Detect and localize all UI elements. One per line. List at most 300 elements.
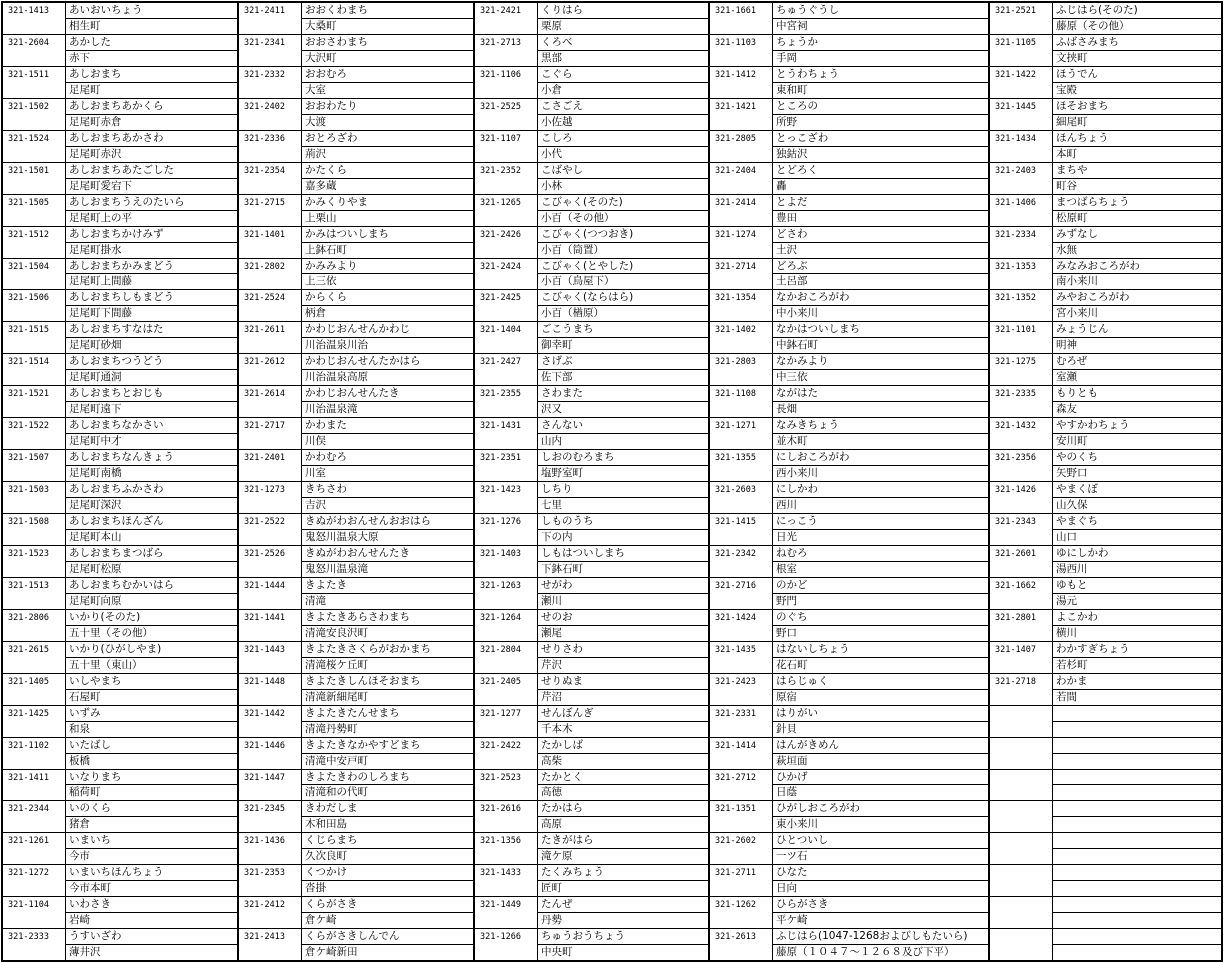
place-reading: きわだしま [302, 801, 473, 817]
place-kanji: 芹沼 [541, 690, 562, 703]
place-reading [1053, 738, 1221, 754]
place-reading: あしおまちかみまどう [66, 259, 237, 275]
place-name-cell [772, 642, 988, 673]
place-name-cell [301, 418, 473, 449]
table-row [475, 450, 708, 482]
place-kanji: 清滝中安戸町 [305, 754, 368, 767]
table-row [710, 642, 988, 674]
postal-code-cell: 321-1353 [995, 261, 1036, 272]
place-kanji: 川治温泉川治 [305, 339, 368, 352]
table-row [239, 227, 473, 259]
place-reading: どろぶ [773, 259, 988, 275]
place-name-cell [537, 386, 708, 417]
place-kanji: 五十里（東山） [69, 658, 143, 671]
place-kanji: 芹沢 [541, 658, 562, 671]
table-row [990, 801, 1221, 833]
place-reading: さげぶ [538, 354, 708, 370]
place-kanji: 板橋 [69, 754, 90, 767]
postal-code-cell: 321-1103 [715, 37, 756, 48]
table-row [475, 35, 708, 67]
postal-code-cell: 321-2718 [995, 676, 1036, 687]
place-kanji: 平ケ崎 [776, 914, 808, 927]
place-reading: おおわたり [302, 99, 473, 115]
table-row [3, 546, 237, 578]
place-reading: いなりまち [66, 770, 237, 786]
place-kanji: 小百（鳥屋下） [541, 275, 615, 288]
postal-code-cell: 321-1515 [8, 325, 49, 336]
postal-code-cell: 321-1101 [995, 325, 1036, 336]
table-row [710, 227, 988, 259]
place-name-cell [772, 578, 988, 609]
place-name-cell [1052, 801, 1221, 832]
postal-code-cell [990, 833, 1052, 864]
postal-code-cell: 321-2351 [480, 453, 521, 464]
place-kanji: 一ツ石 [776, 850, 808, 863]
place-reading: からくら [302, 290, 473, 306]
place-reading: ひらがさき [773, 897, 988, 913]
place-reading: にっこう [773, 514, 988, 530]
place-kanji: 足尾町下間藤 [69, 307, 132, 320]
postal-code-cell: 321-1505 [8, 197, 49, 208]
place-name-cell [772, 3, 988, 34]
table-row [239, 865, 473, 897]
place-name-cell [537, 290, 708, 321]
postal-code-cell: 321-2611 [244, 325, 285, 336]
table-row [3, 674, 237, 706]
postal-code-cell: 321-1436 [244, 836, 285, 847]
place-name-cell [772, 259, 988, 290]
place-reading [1053, 833, 1221, 849]
column-group-2 [237, 3, 473, 960]
place-name-cell [65, 450, 237, 481]
place-name-cell [65, 322, 237, 353]
postal-code-cell [990, 929, 1052, 960]
place-reading: わかま [1053, 674, 1221, 690]
place-reading: いしやまち [66, 674, 237, 690]
postal-code-cell: 321-2425 [480, 293, 521, 304]
place-name-cell [537, 546, 708, 577]
table-row [475, 195, 708, 227]
place-name-cell [1052, 195, 1221, 226]
place-kanji: 足尾町赤沢 [69, 147, 122, 160]
postal-code-cell: 321-2336 [244, 133, 285, 144]
place-name-cell [65, 482, 237, 513]
place-name-cell [65, 418, 237, 449]
postal-code-cell [990, 865, 1052, 896]
postal-code-cell: 321-2332 [244, 69, 285, 80]
place-reading: きよたきたんせまち [302, 706, 473, 722]
place-kanji: 土沢 [776, 243, 797, 256]
table-row [3, 322, 237, 354]
place-name-cell [1052, 642, 1221, 673]
place-name-cell [772, 386, 988, 417]
table-row [710, 738, 988, 770]
place-kanji: 文挟町 [1056, 51, 1088, 64]
place-reading: いわさき [66, 897, 237, 913]
place-name-cell [537, 131, 708, 162]
table-row [710, 35, 988, 67]
table-row [239, 99, 473, 131]
table-row [239, 482, 473, 514]
postal-code-cell: 321-1263 [480, 580, 521, 591]
place-reading: ちょうか [773, 35, 988, 51]
place-kanji: 大室 [305, 83, 326, 96]
postal-code-cell: 321-1661 [715, 6, 756, 16]
place-name-cell [65, 674, 237, 705]
table-row [3, 610, 237, 642]
place-kanji: 豊田 [776, 211, 797, 224]
place-name-cell [1052, 706, 1221, 737]
place-name-cell [1052, 354, 1221, 385]
postal-code-cell: 321-1354 [715, 293, 756, 304]
place-kanji [1053, 817, 1221, 832]
place-name-cell [772, 929, 988, 960]
table-row [239, 610, 473, 642]
place-reading: こばやし [538, 163, 708, 179]
place-kanji: 岩崎 [69, 914, 90, 927]
column-group-5 [988, 3, 1221, 960]
place-name-cell [1052, 227, 1221, 258]
postal-code-cell: 321-1404 [480, 325, 521, 336]
postal-code-cell: 321-1108 [715, 389, 756, 400]
postal-code-cell: 321-2615 [8, 644, 49, 655]
postal-code-cell: 321-1434 [995, 133, 1036, 144]
place-reading: ひとついし [773, 833, 988, 849]
place-kanji [1053, 722, 1221, 737]
place-reading: みなみおころがわ [1053, 259, 1221, 275]
place-reading: ほんちょう [1053, 131, 1221, 147]
place-name-cell [301, 290, 473, 321]
place-reading: おとろざわ [302, 131, 473, 147]
table-row [710, 163, 988, 195]
place-kanji: 荊沢 [305, 147, 326, 160]
postal-code-cell: 321-1406 [995, 197, 1036, 208]
place-name-cell [1052, 897, 1221, 928]
postal-code-cell: 321-1401 [244, 229, 285, 240]
table-row [475, 514, 708, 546]
postal-code-cell: 321-1412 [715, 69, 756, 80]
place-name-cell [301, 259, 473, 290]
place-reading: こびゃく(とやした) [538, 259, 708, 275]
table-row [990, 706, 1221, 738]
place-name-cell [1052, 770, 1221, 801]
place-kanji: 西小来川 [776, 467, 818, 480]
place-kanji: 南小来川 [1056, 275, 1098, 288]
place-kanji: 大渡 [305, 115, 326, 128]
table-row [990, 642, 1221, 674]
table-row [239, 67, 473, 99]
place-name-cell [537, 578, 708, 609]
place-name-cell [772, 195, 988, 226]
column-group-3 [473, 3, 708, 960]
postal-code-cell: 321-2604 [8, 37, 49, 48]
table-row [710, 833, 988, 865]
postal-code-cell: 321-2424 [480, 261, 521, 272]
postal-code-cell: 321-1662 [995, 580, 1036, 591]
place-reading: くろべ [538, 35, 708, 51]
postal-code-cell: 321-2343 [995, 517, 1036, 527]
place-name-cell [1052, 3, 1221, 34]
table-row [3, 929, 237, 960]
place-kanji: 森友 [1056, 403, 1077, 416]
place-name-cell [65, 290, 237, 321]
place-reading: くらがさき [302, 897, 473, 913]
place-kanji [1053, 913, 1221, 928]
place-kanji: 野口 [776, 626, 797, 639]
place-reading: ふじはら(そのた) [1053, 3, 1221, 19]
place-name-cell [537, 227, 708, 258]
place-kanji: 宝殿 [1056, 83, 1077, 96]
table-row [475, 3, 708, 35]
postal-code-cell: 321-1445 [995, 101, 1036, 112]
postal-code-cell: 321-2402 [244, 101, 285, 112]
table-row [990, 482, 1221, 514]
place-reading: ほうでん [1053, 67, 1221, 83]
postal-code-cell: 321-2427 [480, 357, 521, 368]
place-kanji: 小百（その他） [541, 211, 615, 224]
place-reading: せりさわ [538, 642, 708, 658]
place-reading: こびゃく(ならはら) [538, 290, 708, 306]
place-name-cell [65, 642, 237, 673]
postal-code-cell: 321-2523 [480, 772, 521, 783]
postal-code-cell: 321-2355 [480, 389, 521, 400]
place-reading [1053, 706, 1221, 722]
place-reading: ふじはら(1047-1268およびしもたいら) [773, 929, 988, 945]
postal-code-cell [990, 897, 1052, 928]
place-reading: なかはついしまち [773, 322, 988, 338]
table-row [710, 354, 988, 386]
place-kanji: 長畑 [776, 403, 797, 416]
place-kanji: 水無 [1056, 243, 1077, 256]
postal-code-cell: 321-1411 [8, 772, 49, 783]
place-reading: たくみちょう [538, 865, 708, 881]
postal-code-cell: 321-1521 [8, 389, 49, 400]
place-kanji: 矢野口 [1056, 467, 1088, 480]
place-reading: かみくりやま [302, 195, 473, 211]
table-row [710, 259, 988, 291]
place-reading: きよたきあらさわまち [302, 610, 473, 626]
place-kanji: 御幸町 [541, 339, 573, 352]
place-reading: いまいちほんちょう [66, 865, 237, 881]
postal-code-cell: 321-1277 [480, 708, 521, 719]
place-kanji: 大桑町 [305, 19, 337, 32]
place-kanji: 足尾町 [69, 83, 101, 96]
place-reading: はないしちょう [773, 642, 988, 658]
table-row [475, 163, 708, 195]
table-row [990, 418, 1221, 450]
place-reading: やすかわちょう [1053, 418, 1221, 434]
place-kanji: 今市 [69, 850, 90, 863]
table-row [710, 386, 988, 418]
place-name-cell [772, 290, 988, 321]
table-row [239, 3, 473, 35]
postal-code-cell: 321-2804 [480, 644, 521, 655]
table-row [3, 67, 237, 99]
place-name-cell [301, 738, 473, 769]
table-row [239, 195, 473, 227]
place-name-cell [537, 801, 708, 832]
place-reading: かわまた [302, 418, 473, 434]
postal-code-cell: 321-2345 [244, 804, 285, 815]
table-row [239, 418, 473, 450]
place-reading: まちや [1053, 163, 1221, 179]
place-reading: とよだ [773, 195, 988, 211]
place-kanji: 山久保 [1056, 499, 1088, 512]
place-kanji [1053, 754, 1221, 769]
place-name-cell [537, 674, 708, 705]
place-reading: ながはた [773, 386, 988, 402]
table-row [239, 578, 473, 610]
table-row [990, 35, 1221, 67]
place-name-cell [301, 833, 473, 864]
place-kanji: 足尾町深沢 [69, 499, 122, 512]
table-row [239, 833, 473, 865]
place-kanji: 足尾町遠下 [69, 403, 122, 416]
place-kanji: 上栗山 [305, 211, 337, 224]
postal-code-cell: 321-1264 [480, 612, 521, 623]
place-name-cell [537, 35, 708, 66]
place-reading: ごこうまち [538, 322, 708, 338]
table-row [990, 514, 1221, 546]
place-name-cell [1052, 929, 1221, 960]
place-reading: くらがさきしんでん [302, 929, 473, 945]
place-name-cell [301, 578, 473, 609]
place-name-cell [772, 738, 988, 769]
place-reading: のぐち [773, 610, 988, 626]
place-name-cell [1052, 163, 1221, 194]
place-kanji: 鬼怒川温泉大原 [305, 530, 379, 543]
table-row [710, 195, 988, 227]
postal-code-cell: 321-1421 [715, 101, 756, 112]
place-kanji: 足尾町掛水 [69, 243, 122, 256]
place-kanji: 東小来川 [776, 818, 818, 831]
postal-code-cell: 321-2401 [244, 453, 285, 464]
place-name-cell [537, 770, 708, 801]
table-row [990, 163, 1221, 195]
postal-code-cell: 321-2522 [244, 517, 285, 527]
place-name-cell [301, 131, 473, 162]
place-kanji: 足尾町南橋 [69, 467, 122, 480]
table-row [239, 35, 473, 67]
place-reading: あしおまちあかさわ [66, 131, 237, 147]
place-kanji: 藤原（１０４７～１２６８及び下平） [776, 946, 955, 959]
table-row [475, 546, 708, 578]
place-kanji: 清滝丹勢町 [305, 722, 358, 735]
place-name-cell [65, 897, 237, 928]
table-row [710, 865, 988, 897]
place-reading: きぬがわおんせんおおはら [302, 514, 473, 530]
postal-code-cell: 321-1266 [480, 932, 521, 943]
column-group-1 [3, 3, 237, 960]
place-reading: しおのむろまち [538, 450, 708, 466]
postal-code-cell: 321-1105 [995, 37, 1036, 48]
place-reading: なみきちょう [773, 418, 988, 434]
place-reading: あしおまちかけみず [66, 227, 237, 243]
place-kanji: 瀬尾 [541, 626, 562, 639]
place-reading: にしおころがわ [773, 450, 988, 466]
table-row [990, 99, 1221, 131]
place-kanji: 下の内 [541, 530, 573, 543]
place-kanji: 鬼怒川温泉滝 [305, 562, 368, 575]
postal-code-cell: 321-2717 [244, 421, 285, 432]
place-kanji: 野門 [776, 594, 797, 607]
postal-code-cell: 321-2333 [8, 932, 49, 943]
place-reading: しもはついしまち [538, 546, 708, 562]
postal-code-cell: 321-1275 [995, 357, 1036, 368]
place-kanji: 清滝桜ケ丘町 [305, 658, 368, 671]
table-row [239, 322, 473, 354]
place-name-cell [537, 195, 708, 226]
place-reading: ほそおまち [1053, 99, 1221, 115]
postal-code-cell: 321-2341 [244, 37, 285, 48]
table-row [3, 131, 237, 163]
table-row [990, 674, 1221, 706]
postal-code-cell: 321-1501 [8, 165, 49, 176]
postal-code-cell: 321-1523 [8, 548, 49, 559]
place-reading: さわまた [538, 386, 708, 402]
postal-code-cell: 321-2403 [995, 165, 1036, 176]
table-row [239, 163, 473, 195]
place-kanji: 猪倉 [69, 818, 90, 831]
place-reading: どさわ [773, 227, 988, 243]
table-row [990, 578, 1221, 610]
place-name-cell [1052, 514, 1221, 545]
place-reading: よこかわ [1053, 610, 1221, 626]
place-kanji: 柄倉 [305, 307, 326, 320]
place-reading: むろぜ [1053, 354, 1221, 370]
table-row [475, 833, 708, 865]
place-kanji: 小百（筒置） [541, 243, 604, 256]
postal-code-cell: 321-2352 [480, 165, 521, 176]
postal-code-cell: 321-2354 [244, 165, 285, 176]
table-row [710, 674, 988, 706]
table-row [990, 929, 1221, 960]
postal-code-cell: 321-2714 [715, 261, 756, 272]
place-kanji: 湯西川 [1056, 562, 1088, 575]
place-kanji: 所野 [776, 115, 797, 128]
place-reading: いずみ [66, 706, 237, 722]
postal-code-cell: 321-1355 [715, 453, 756, 464]
place-kanji: 丹勢 [541, 914, 562, 927]
postal-code-cell: 321-2405 [480, 676, 521, 687]
place-name-cell [537, 163, 708, 194]
place-name-cell [537, 610, 708, 641]
table-row [475, 354, 708, 386]
table-row [710, 131, 988, 163]
place-reading: あしおまちなんきょう [66, 450, 237, 466]
postal-code-cell: 321-2344 [8, 804, 49, 815]
place-reading: せがわ [538, 578, 708, 594]
place-reading: さんない [538, 418, 708, 434]
place-kanji: 本町 [1056, 147, 1077, 160]
postal-code-cell: 321-1402 [715, 325, 756, 336]
place-kanji: 町谷 [1056, 179, 1077, 192]
table-row [239, 770, 473, 802]
postal-code-cell: 321-1441 [244, 612, 285, 623]
table-row [475, 578, 708, 610]
place-reading: かたくら [302, 163, 473, 179]
place-kanji: 足尾町上間藤 [69, 275, 132, 288]
place-kanji: 上三依 [305, 275, 337, 288]
postal-code-cell: 321-1448 [244, 676, 285, 687]
place-name-cell [301, 3, 473, 34]
postal-code-cell: 321-2524 [244, 293, 285, 304]
place-reading: いかり(ひがしやま) [66, 642, 237, 658]
place-reading: こびゃく(つつおき) [538, 227, 708, 243]
table-row [710, 706, 988, 738]
table-row [239, 514, 473, 546]
place-kanji: 足尾町砂畑 [69, 339, 122, 352]
